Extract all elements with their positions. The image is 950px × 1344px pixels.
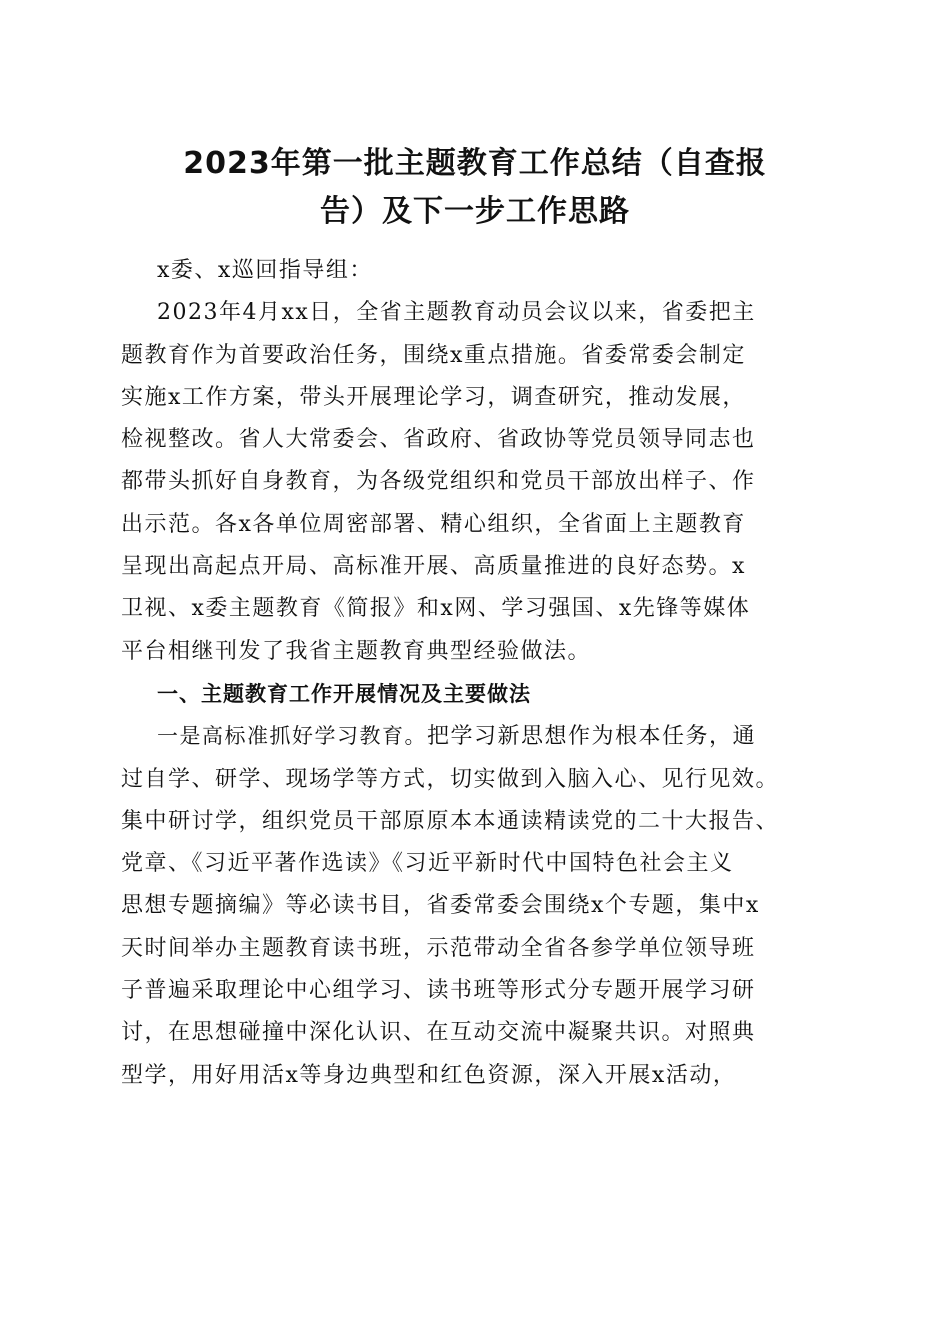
intro-line: 实施x工作方案，带头开展理论学习，调查研究，推动发展， (121, 384, 746, 410)
intro-line: 都带头抓好自身教育，为各级党组织和党员干部放出样子、作 (121, 469, 756, 495)
section1-line: 思想专题摘编》等必读书目，省委常委会围绕x个专题，集中x (121, 893, 760, 919)
section1-first-line (121, 715, 831, 758)
intro-line: 平台相继刊发了我省主题教育典型经验做法。 (121, 638, 592, 664)
section1-line: 型学，用好用活x等身边典型和红色资源，深入开展x活动， (121, 1062, 737, 1088)
section1-line: 子普遍采取理论中心组学习、读书班等形式分专题开展学习研 (121, 978, 756, 1004)
title-line-1: 2023年第一批主题教育工作总结（自查报 (183, 146, 767, 181)
section1-line: 讨，在思想碰撞中深化认识、在互动交流中凝聚共识。对照典 (121, 1020, 756, 1046)
section-heading: 一、主题教育工作开展情况及主要做法 (157, 681, 531, 706)
salutation: x委、x巡回指导组： (157, 258, 373, 283)
document-title (120, 140, 830, 236)
section1-lead: 一是高标准抓好学习教育。 (157, 724, 427, 749)
section1-line: 党章、《习近平著作选读》《习近平新时代中国特色社会主义 (121, 851, 734, 877)
section1-line: 天时间举办主题教育读书班，示范带动全省各参学单位领导班 (121, 935, 756, 961)
document-body (121, 250, 831, 1097)
intro-line: 卫视、x委主题教育《简报》和x网、学习强国、x先锋等媒体 (121, 596, 751, 622)
section1-line: 过自学、研学、现场学等方式，切实做到入脑入心、见行见效。 (121, 766, 780, 792)
intro-line: 检视整改。省人大常委会、省政府、省政协等党员领导同志也 (121, 427, 756, 453)
section1-first-rest: 把学习新思想作为根本任务，通 (427, 724, 757, 750)
intro-line: 题教育作为首要政治任务，围绕x重点措施。省委常委会制定 (121, 342, 746, 368)
intro-line: 出示范。各x各单位周密部署、精心组织，全省面上主题教育 (121, 511, 746, 537)
intro-line: 2023年4月xx日，全省主题教育动员会议以来，省委把主 (157, 300, 756, 326)
section1-line: 集中研讨学，组织党员干部原原本本通读精读党的二十大报告、 (121, 808, 780, 834)
intro-line: 呈现出高起点开局、高标准开展、高质量推进的良好态势。x (121, 554, 746, 580)
title-line-2: 告）及下一步工作思路 (320, 194, 630, 229)
